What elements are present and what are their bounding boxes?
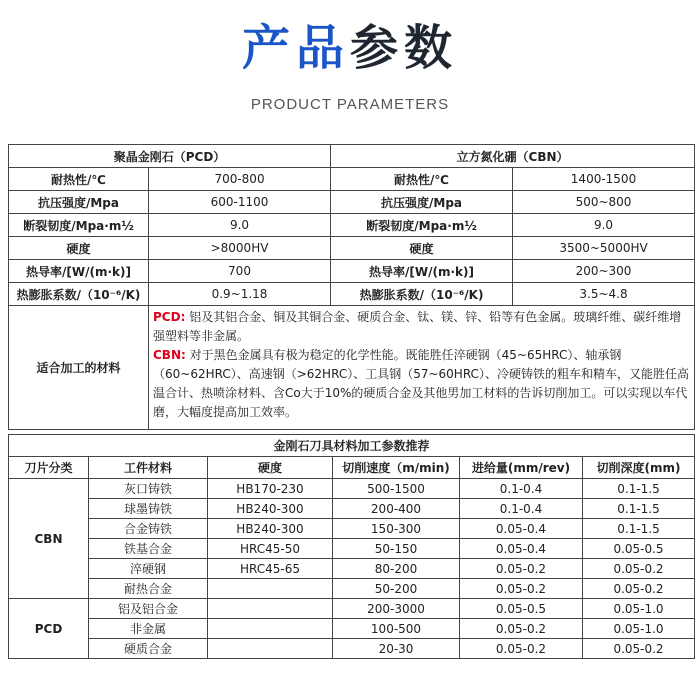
hardness: HRC45-65 [208,559,333,579]
title-part-1: 产品 [241,20,350,76]
title-part-2: 参数 [350,20,459,76]
pcd-param-value: 0.9~1.18 [149,283,331,306]
cutting-speed: 80-200 [333,559,460,579]
pcd-param-label: 热膨胀系数/（10⁻⁶/K) [9,283,149,306]
hardness: HB170-230 [208,479,333,499]
cbn-materials-text [153,346,690,422]
hardness [208,619,333,639]
page-title [0,18,700,78]
cutting-depth: 0.05-1.0 [583,619,695,639]
workpiece-material: 铁基合金 [89,539,208,559]
pcd-description: 铝及其铝合金、铜及其铜合金、硬质合金、钛、镁、锌、铅等有色金属。玻璃纤维、碳纤维增强塑料等非金属。 [153,310,682,343]
pcd-param-label: 抗压强度/Mpa [9,191,149,214]
workpiece-material: 非金属 [89,619,208,639]
cutting-speed: 50-200 [333,579,460,599]
cutting-speed: 500-1500 [333,479,460,499]
column-header: 工件材料 [89,457,208,479]
cbn-param-label: 断裂韧度/Mpa·m½ [331,214,513,237]
feed-rate: 0.05-0.2 [460,639,583,659]
cutting-speed: 200-400 [333,499,460,519]
cbn-param-value: 9.0 [513,214,695,237]
pcd-param-value: 700 [149,260,331,283]
cbn-description: 对于黑色金属具有极为稳定的化学性能。既能胜任淬硬钢（45~65HRC）、轴承钢（60~62HRC）、高速钢（>62HRC）、工具钢（57~60HRC）、冷硬铸铁的粗车和精车，又能胜任高温合计、热喷涂材料、含Co大于10%的硬质合金及其他男加工材料的告诉切削加工。可以实现以车代磨，大幅度提高加工效率。 [153,348,689,419]
pcd-param-value: >8000HV [149,237,331,260]
cbn-param-label: 耐热性/℃ [331,168,513,191]
cutting-speed: 150-300 [333,519,460,539]
pcd-param-label: 耐热性/℃ [9,168,149,191]
page-subtitle: PRODUCT PARAMETERS [250,96,450,113]
table-row [9,519,695,539]
pcd-materials-text [153,308,690,346]
cbn-param-value: 1400-1500 [513,168,695,191]
cutting-depth: 0.05-1.0 [583,599,695,619]
table-row [9,539,695,559]
column-header: 硬度 [208,457,333,479]
pcd-param-value: 9.0 [149,214,331,237]
cbn-param-value: 500~800 [513,191,695,214]
cutting-speed: 200-3000 [333,599,460,619]
cutting-depth: 0.1-1.5 [583,499,695,519]
pcd-param-label: 断裂韧度/Mpa·m½ [9,214,149,237]
hardness: HRC45-50 [208,539,333,559]
cutting-depth: 0.1-1.5 [583,479,695,499]
feed-rate: 0.05-0.2 [460,619,583,639]
cutting-speed: 50-150 [333,539,460,559]
hardness: HB240-300 [208,519,333,539]
recommend-title-row [9,435,695,457]
hardness [208,599,333,619]
table-row [9,619,695,639]
feed-rate: 0.05-0.4 [460,539,583,559]
workpiece-material: 铝及铝合金 [89,599,208,619]
pcd-column-title: 聚晶金刚石（PCD） [9,145,331,168]
table-row [9,599,695,619]
workpiece-material: 灰口铸铁 [89,479,208,499]
table-row [9,559,695,579]
pcd-param-label: 硬度 [9,237,149,260]
feed-rate: 0.05-0.2 [460,579,583,599]
workpiece-material: 球墨铸铁 [89,499,208,519]
table-row [9,283,695,306]
cutting-depth: 0.05-0.2 [583,639,695,659]
cbn-param-label: 热膨胀系数/（10⁻⁶/K) [331,283,513,306]
cbn-param-value: 3500~5000HV [513,237,695,260]
cbn-tag: CBN: [153,348,186,362]
pcd-group-label: PCD [9,599,89,659]
column-header: 刀片分类 [9,457,89,479]
hardness [208,579,333,599]
column-header: 切削速度（m/min) [333,457,460,479]
cbn-param-label: 热导率/[W/(m·k)] [331,260,513,283]
feed-rate: 0.05-0.2 [460,559,583,579]
cbn-group-label: CBN [9,479,89,599]
materials-label: 适合加工的材料 [9,306,149,430]
table-row [9,479,695,499]
feed-rate: 0.1-0.4 [460,499,583,519]
hardness: HB240-300 [208,499,333,519]
table-row [9,639,695,659]
recommended-parameters-table [8,434,695,659]
table-row [9,499,695,519]
table-row [9,214,695,237]
table-row [9,260,695,283]
pcd-param-value: 600-1100 [149,191,331,214]
cbn-column-title: 立方氮化硼（CBN） [331,145,695,168]
pcd-param-label: 热导率/[W/(m·k)] [9,260,149,283]
cutting-depth: 0.05-0.2 [583,579,695,599]
column-header: 切削深度(mm) [583,457,695,479]
materials-description [149,306,695,430]
cutting-speed: 20-30 [333,639,460,659]
recommend-header-row [9,457,695,479]
cbn-param-value: 200~300 [513,260,695,283]
workpiece-material: 合金铸铁 [89,519,208,539]
table-header-row [9,145,695,168]
workpiece-material: 硬质合金 [89,639,208,659]
table-row [9,191,695,214]
cbn-param-value: 3.5~4.8 [513,283,695,306]
table-row [9,237,695,260]
recommend-title: 金刚石刀具材料加工参数推荐 [9,435,695,457]
feed-rate: 0.05-0.5 [460,599,583,619]
cbn-param-label: 硬度 [331,237,513,260]
table-row [9,168,695,191]
feed-rate: 0.1-0.4 [460,479,583,499]
pcd-tag: PCD: [153,310,186,324]
table-row [9,579,695,599]
material-parameters-table [8,144,695,430]
pcd-param-value: 700-800 [149,168,331,191]
cutting-speed: 100-500 [333,619,460,639]
hardness [208,639,333,659]
cutting-depth: 0.05-0.5 [583,539,695,559]
cutting-depth: 0.1-1.5 [583,519,695,539]
cbn-param-label: 抗压强度/Mpa [331,191,513,214]
materials-row [9,306,695,430]
workpiece-material: 淬硬钢 [89,559,208,579]
workpiece-material: 耐热合金 [89,579,208,599]
cutting-depth: 0.05-0.2 [583,559,695,579]
column-header: 进给量(mm/rev) [460,457,583,479]
feed-rate: 0.05-0.4 [460,519,583,539]
